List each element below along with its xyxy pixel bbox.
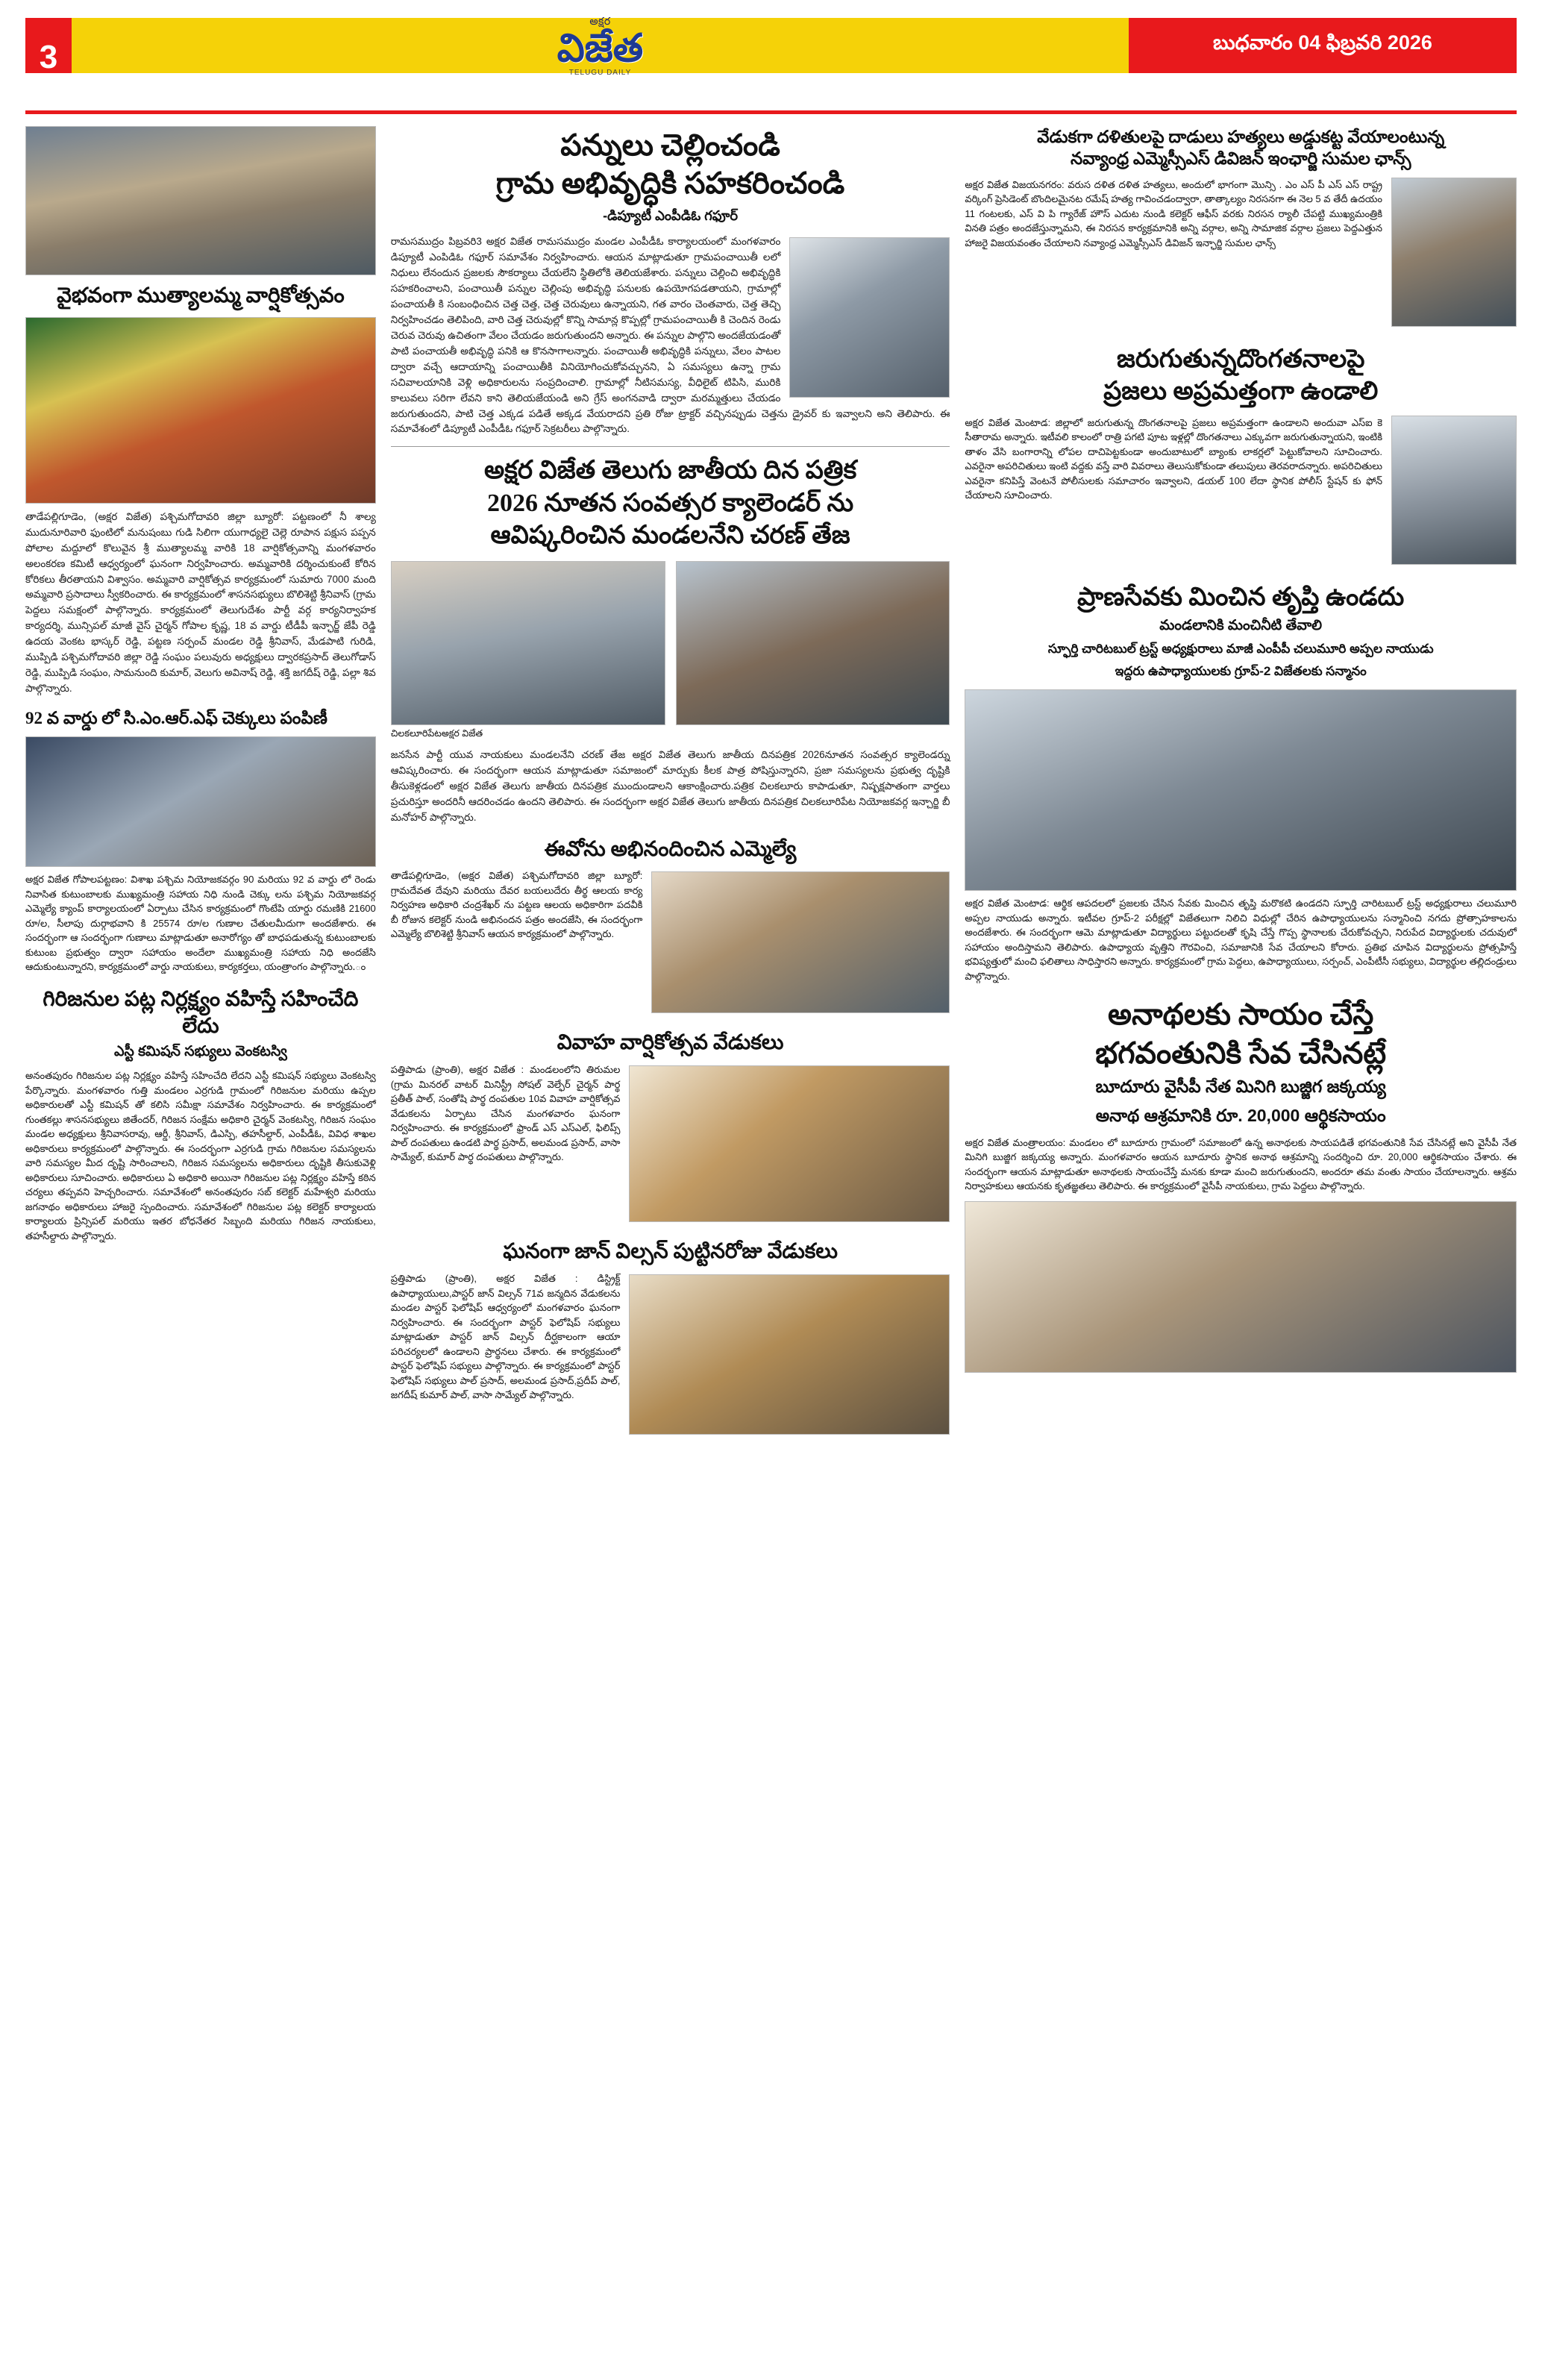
birthday-photo-wrap [629, 1274, 950, 1435]
article-anniversary: పత్తిపాడు (ప్రాంతి), అక్షర విజేత : మండలంలోని తిరుమల (గ్రామ మినరల్ వాటర్ మినిస్ట్రీ సోషల్ వెల్ఫేర్ చైర్మన్ పార్థ ప్రతీత్ పాల్, సంతోషి పార్థ దంపతుల 10వ వివాహ వార్షికోత్సవ వేడుకలను ఏర్పాటు చేసిన మంగళవారం ఘనంగా నిర్వహించారు. ఈ కార్యక్రమంలో ఫ్రాండ్ ఎస్ ఎస్ఎల్, ఫిలిప్స్ పాల్ దంపతులు ఉండటి పార్థ ప్రసాద్, అలమండ ప్రసాద్, వాసా సామ్యేల్, కుమార్ పార్థ దంపతులు పాల్గొన్నారు. [390, 1064, 621, 1163]
article-orphans: అక్షర విజేత మంత్రాలయం: మండలం లో బూదూరు గ్రామంలో సమాజంలో ఉన్న అనాథలకు సాయపడితే భగవంతునికి సేవ చేసినట్లే అని వైసీపీ నేత మినిగి బుజ్జిగ జక్కయ్య అన్నారు. మంగళవారం ఆయన బూదూరు స్థానిక అనాథ ఆశ్రమాన్ని సందర్శించి రూ. 20,000 ఆర్థికసాయం చేశారు. ఈ సందర్భంగా ఆయన మాట్లాడుతూ అనాథలకు సాయంచేస్తే మనకు కూడా మంచి జరుగుతుందని, అందరూ తమ వంతు సాయం చేయాలన్నారు. ఆశ్రమ నిర్వాహకులు ఆయనకు కృతజ్ఞతలు తెలిపారు. ఈ కార్యక్రమంలో వైసీపీ నాయకులు, గ్రామ పెద్దలు పాల్గొన్నారు. [965, 1136, 1517, 1192]
logo-main-text: విజేత [557, 28, 644, 70]
column-right [965, 126, 1517, 1441]
calendar-release-photo-1 [391, 561, 665, 725]
article-service: అక్షర విజేత మెంటాడ: ఆర్థిక ఆపదలలో ప్రజలకు చేసిన సేవకు మించిన తృప్తి మరొకటి ఉండదని స్ఫూర్తి చారిటబుల్ ట్రస్ట్ అధ్యక్షురాలు చలుమూరి అప్పల నాయుడు అన్నారు. ఇటీవల గ్రూప్-2 పరీక్షల్లో విజేతలుగా నిలిచి విధుల్లో చేరిన ఉపాధ్యాయులను సన్మానించి నగదు ప్రోత్సాహకాలను అందజేశారు. ఈ సందర్భంగా ఆమె మాట్లాడుతూ విద్యార్థులు పట్టుదలతో కృషి చేస్తే గొప్ప స్థానాలకు చేరుకోవచ్చని, నిరుపేద విద్యార్థులకు చదువులో సహాయం అందిస్తామని తెలిపారు. ఉపాధ్యాయ వృత్తిని గౌరవించి, సమాజానికి సేవ చేయాలని కోరారు. ప్రతిభ చూపిన విద్యార్థులను ప్రోత్సహిస్తే భవిష్యత్తులో మంచి ఫలితాలు సాధిస్తారని అన్నారు. కార్యక్రమంలో గ్రామ పెద్దలు, ఉపాధ్యాయులు, సర్పంచ్, ఎంపీటీసీ సభ్యులు, విద్యార్థుల తల్లిదండ్రులు పాల్గొన్నారు. [965, 898, 1517, 982]
subhead-tribal: ఎస్టీ కమిషన్ సభ్యులు వెంకటస్వి [113, 1044, 287, 1060]
headline-dalit-line1: వేడుకగా దళితులపై దాడులు హత్యలు అడ్డుకట్ట వేయాలంటున్న [1037, 128, 1445, 146]
headline-calendar-line2: 2026 నూతన సంవత్సర క్యాలెండర్ ను [486, 489, 854, 517]
subhead-service-3: ఇద్దరు ఉపాధ్యాయులకు గ్రూప్-2 విజేతలకు సన్మానం [1115, 664, 1367, 679]
leader-portrait-1-wrap [1391, 178, 1517, 327]
article-cmrf: అక్షర విజేత గోపాలపట్టణం: విశాఖ పశ్చిమ నియోజకవర్గం 90 మరియు 92 వ వార్డు లో రెండు నివాసిత కుటుంబాలకు ముఖ్యమంత్రి సహాయ నిధి నుండి చెక్కు లను పశ్చిమ నియోజకవర్గ ఎమ్మెల్యే క్యాంప్ కార్యాలయంలో ఏర్పాటు చేసిన కార్యక్రమంలో గొంటేపి యార్డు రమణికి 21600 రూ/ల, సీలాపు దుర్గాభవాని కి 25574 రూ/ల గుణాల చేతులమీదుగా అందజేశారు. ఈ సందర్భంగా ఆ సందర్భంగా గుణాలు మాట్లాడుతూ అనారోగ్యం తో బాధపడుతున్న కుటుంబాలకు కుటుంబ ప్రభుత్వం ద్వారా సహాయం అందేలా ముఖ్యమంత్రి సహాయ నిధి అందజేసి ఆదుకుంటున్నారని, కార్యక్రమంలో వార్డు నాయకులు, కార్యకర్తలు, యంత్రాంగం పాల్గొన్నారు.ం [25, 874, 376, 973]
headline-cmrf: 92 వ వార్డు లో సి.ఎం.ఆర్.ఎఫ్ చెక్కులు పంపిణీ [25, 708, 327, 727]
masthead-rule [25, 110, 1517, 114]
group-felicitation-photo [965, 689, 1517, 891]
article-dalit: అక్షర విజేత విజయనగరం: వరుస దళిత దళిత హత్యలు, అందులో భాగంగా మొన్సి . ఎం ఎస్ పీ ఎస్ ఎస్ రాష్ట్ర వర్కింగ్ ప్రెసిడెంట్ బొందిలమైనట రమేష్ హత్య గావించడంద్వారా, తాత్కాల్యం నిరసనగా ఈ నెల 5 వ తేదీ ఉదయం 11 గంటలకు, ఎస్ వి పి గ్యారేజ్ హౌస్ ఎదుట నుండి కలెక్టర్ ఆఫీస్ వరకు నిరసన ర్యాలీ చేపట్టి ముఖ్యమంత్రికి వినతి పత్రం అందజేస్తున్నామని, ఈ నిరసన కార్యక్రమానికి అన్ని వర్గాల, అన్ని సామాజిక వర్గాల ప్రజలు పెద్దఎత్తున హాజరై విజయవంతం చేయాలని నవ్యాంధ్ర ఎమ్మెస్సీఎస్ డివిజన్ ఇన్ఛార్జి సుమల ఛాన్స్ [965, 178, 1383, 248]
caption-calendar: చిలకలూరిపేటఅక్షర విజేత [390, 727, 483, 739]
headline-service: ప్రాణసేవకు మించిన తృప్తి ఉండదు [1077, 583, 1405, 611]
anniversary-photo-wrap [629, 1065, 950, 1222]
logo-sub-text: TELUGU DAILY [568, 69, 632, 77]
subhead-orphans-1: బూదూరు వైసీపీ నేత మినిగి బుజ్జిగ జక్కయ్య [1095, 1076, 1386, 1096]
subhead-orphans-2: అనాథ ఆశ్రమానికి రూ. 20,000 ఆర్థికసాయం [1095, 1105, 1386, 1125]
wedding-anniversary-photo [629, 1065, 950, 1222]
police-portrait-wrap [1391, 416, 1517, 565]
column-center [391, 126, 950, 1441]
article-birthday: ప్రత్తిపాడు (ప్రాంతి), అక్షర విజేత : డిస్ట్రిక్ట్ ఉపాధ్యాయులు,పాస్టర్ జాన్ విల్సన్ 71వ జన్మదిన వేడుకలను మండల పాస్టర్ ఫెలోషిప్ ఆధ్వర్యంలో మంగళవారం ఘనంగా నిర్వహించారు. ఈ సందర్భంగా పాస్టర్ ఫెలోషిప్ సభ్యులు మాట్లాడుతూ పాస్టర్ జాన్ విల్సన్ దీర్ఘకాలంగా ఆయా పరిచర్యలలో ఉండాలని ప్రార్థనలు చేశారు. ఈ కార్యక్రమంలో పాస్టర్ ఫెలోషిప్ సభ్యులు పాల్గొన్నారు. ఈ కార్యక్రమంలో పాస్టర్ ఫెలోషిప్ సభ్యులు పాల్ ప్రసాద్, అలమండ ప్రసాద్,ప్రదీప్ పాల్, జగదీష్ కుమార్ పాల్, వాసా సామ్యేల్ పాల్గొన్నారు. [390, 1273, 621, 1400]
headline-thefts-line1: జరుగుతున్నదొంగతనాలపై [1116, 345, 1365, 373]
calendar-release-photo-2 [676, 561, 950, 725]
issue-date: బుధవారం 04 ఫిబ్రవరి 2026 [1129, 18, 1517, 73]
deity-decoration-photo [25, 317, 376, 504]
birthday-celebration-photo [629, 1274, 950, 1435]
headline-pay-taxes-line2: గ్రామ అభివృద్ధికి సహకరించండి [495, 166, 845, 201]
article-tribal: అనంతపురం గిరిజనుల పట్ల నిర్లక్ష్యం వహిస్తే సహించేది లేదని ఎస్టీ కమిషన్ సభ్యులు వెంకటస్వి పేర్కొన్నారు. మంగళవారం గుత్తి మండలం ఎర్రగుడి గ్రామంలో గిరిజనుల మరియు ఉప్పల అధికారులతో ఎస్టీ కమిషన్ తో కలిసి సమీక్షా సమావేశం నిర్వహించారు. ఈ కార్యక్రమంలో గుంతకల్లు శాసనసభ్యులు జితేందర్, గిరిజన సంక్షేమ అధికారి చైర్మన్ వెంకటస్వి, గిరిజన సంఘం మండల అధ్యక్షులు శ్రీనివాసరావు, ఆర్డీ, శ్రీనివాస్, డిఎస్పి, తహసీల్దార్, ఎంపీడీఓ, వివిధ శాఖల అధికారులు కార్యక్రమంలో పాల్గొన్నారు. ఈ సందర్భంగా ఎర్రగుడి గ్రామ గిరిజనుల సమస్యలను వారి సమస్యల మీద దృష్టి సారించాలని, గిరిజన సమస్యలను అధికారులు దృష్టికి తీసుకువెళ్లి అధికారులు సూచించారు. అధికారులు ఏ అధికారి అయినా గిరిజనుల పట్ల నిర్లక్ష్యం వహిస్తే కఠిన చర్యలు తప్పవని హెచ్చరించారు. సమావేశంలో అనంతపురం సబ్ కలెక్టర్ మహేశ్వరి మరియు జగనాథం అధికారులు హాజరై స్పందించారు. సమావేశంలో గిరిజనుల పట్ల కలెక్టర్ కార్యాలయ కార్యాలయ ప్రిన్సిపల్ మరియు ఇతర బోధనేతర సిబ్బంది మరియు గిరిజన నాయకులు, తహసీల్దారు పాల్గొన్నారు. [25, 1070, 376, 1241]
headline-anniversary: వివాహ వార్షికోత్సవ వేడుకలు [557, 1031, 784, 1055]
byline-mpdo: -డిప్యూటీ ఎంపీడిఓ గఫూర్ [603, 208, 739, 224]
orphanage-donation-photo [965, 1201, 1517, 1373]
article-pay-taxes: రామసముద్రం పిబ్రవరి3 అక్షర విజేత రామసముద్రం మండల ఎంపీడీఓ కార్యాలయంలో మంగళవారం డిప్యూటీ ఎంపిడిఓ గఫూర్ సమావేశం నిర్వహించారు. ఆయన మాట్లాడుతూ గ్రామపంచాయితీ లలో నిధులు లేనందున ప్రజలకు సౌకర్యాలు చేయలేని స్థితిలోకి తెలియజేశారు. పన్నులు చెల్లించి అభివృద్ధికి సహకరించాలని, పంచాయితీ పన్నుల చెల్లింపు అభివృద్ధి పనులకు ఉపయోగపడతాయని, గ్రామాల్లో పంచాయతీ కి సంబంధించిన చెత్త చెత్త, చెత్త చెరువులు ఉన్నాయని, గత వారం చెంతవారు, చెత్త తెచ్చి నిర్వహించడం తెలిపింది, వారి చెత్త చెరువుల్లో కొన్ని సామాన్ల కొప్పల్లో గ్రామపంచాయితీ కి చెందిన రెండు చెరువ చెరువు ఉచితంగా వేలం చేయడం జరుగుతుందని అన్నారు. ఈ పన్నుల పాల్గొని అందజేయడంతో పాటి పంచాయతీ అభివృద్ధి పనికి ఆ కొనసాగాలన్నారు. పంచాయితీ అభివృద్ధికి పన్నులు, వేలం పాటల ద్వారా వచ్చే ఆదాయాన్ని పంచాయితీకి వినియోగించుకోవచ్చునని, ఏ సమస్యలు ఉన్నా గ్రామ సచివాలయానికి వెళ్లి అధికారులను సంప్రదించాలి. గ్రామాల్లో నీటిసమస్య, వీధిలైట్ టిపిసి, మురికి కాలువలు సరిగా లేవని కాని తెలియజేయండి అని గ్రేస్ అంగనవాడి ద్వారా మరమ్మత్తులు చేయడం జరుగుతుందని, పాటి చెత్త ఎక్కడ పడితే అక్కడ వేయరాదని ప్రతి రోజు ట్రాక్టర్ వచ్చినప్పుడు చెత్తను డ్రైవర్ కు ఇవ్వాలని అని తెలిపారు. ఈ సమావేశంలో డిప్యూటీ ఎంపీడీఓ గఫూర్ సెక్రటరీలు పాల్గొన్నారు. [390, 236, 950, 435]
newspaper-logo [557, 15, 643, 77]
headline-calendar-line3: ఆవిష్కరించిన మండలనేని చరణ్ తేజ [490, 522, 850, 550]
headline-orphans-line1: అనాథలకు సాయం చేస్తే [1108, 998, 1374, 1032]
headline-birthday: ఘనంగా జాన్ విల్సన్ పుట్టినరోజు వేడుకలు [503, 1240, 838, 1264]
article-calendar: జనసేన పార్టీ యువ నాయకులు మండలనేని చరణ్ తేజ అక్షర విజేత తెలుగు జాతీయ దినపత్రిక 2026నూతన సంవత్సర క్యాలెండర్ను ఆవిష్కరించారు. ఈ సందర్భంగా ఆయన మాట్లాడుతూ సమాజంలో మార్పుకు కీలక పాత్ర పోషిస్తున్నారని, ప్రజా సమస్యలను ప్రభుత్వ దృష్టికి తీసుకెళ్లడంలో అక్షర విజేత తెలుగు జాతీయ దినపత్రిక ముందుండాలని ఆకాంక్షించారు.పత్రిక చిలకలూరు కాపాడుతూ, నిష్పక్షపాతంగా వార్తలు ప్రచురిస్తూ అందరినీ ఆదరించడం ఉందని తెలిపారు. ఈ సందర్భంగా అక్షర విజేత తెలుగు జాతీయ దినపత్రిక చిలకలూరిపేట నియోజకవర్గ ఇన్చార్జి బీ మనోహర్ పాల్గొన్నారు. [390, 748, 950, 823]
headline-thefts-line2: ప్రజలు అప్రమత్తంగా ఉండాలి [1103, 378, 1379, 406]
article-thefts: అక్షర విజేత మెంటాడ: జిల్లాలో జరుగుతున్న దొంగతనాలపై ప్రజలు అప్రమత్తంగా ఉండాలని అందువా ఎస్ఐ కె సీతారామ అన్నారు. ఇటీవలి కాలంలో రాత్రి పగటి పూట ఇళ్లల్లో దొంగతనాలు ఎక్కువగా జరుగుతున్నాయని, ఇంటికి తాళం వేసి బంగారాన్ని లోపల దాచిపెట్టకుండా అందుబాటులో బ్యాంకు లాకర్లలో పెట్టుకోవాలని సూచించారు. ఎవరైనా అపరిచితులు ఇంటి వద్దకు వస్తే వారి వివరాలు తెలుసుకోకుండా తలుపులు తెరవరాదన్నారు. అపరిచితులు ఎవరైనా కనిపిస్తే వెంటనే పోలీసులకు సమాచారం ఇవ్వాలని, డయల్ 100 లేదా స్థానిక పోలీస్ స్టేషన్ కు ఫోన్ చేయాలని సూచించారు. [965, 416, 1383, 501]
headline-dalit-line2: నవ్యాంధ్ర ఎమ్మెస్సీఎస్ డివిజన్ ఇంఛార్జి సుమల ఛాన్స్ [1070, 149, 1411, 169]
mpdo-portrait-wrap [789, 237, 950, 398]
page-number: 3 [25, 18, 72, 73]
headline-orphans-line2: భగవంతునికి సేవ చేసినట్లే [1095, 1036, 1387, 1070]
headline-eo: ఈవోను అభినందించిన ఎమ్మెల్యే [544, 837, 797, 861]
article-eo: తాడేపల్లిగూడెం, (అక్షర విజేత) పశ్చిమగోదావరి జిల్లా బ్యూరో: గ్రామదేవత దేవుని మరియు దేవర బయలుదేరు తీర్థ ఆలయ కార్య నిర్వహణ అధికారి చంద్రశేఖర్ ను పట్టణ ఆలయ అధికారిగా పదవీకి బీ రోజున కలెక్టర్ నుండి అభినందన పత్రం అందజేసి, ఈ సందర్భంగా ఎమ్మెల్యే బొలిశెట్టి శ్రీనివాస్ ఆయన కార్యక్రమంలో పాల్గొన్నారు. [390, 870, 643, 940]
column-left [25, 126, 376, 1441]
calendar-photo-row [391, 561, 950, 725]
procession-photo [25, 126, 376, 275]
page-content [25, 126, 1517, 1441]
eo-photo-wrap [651, 871, 950, 1013]
masthead-banner [72, 15, 1129, 77]
eo-felicitation-photo [651, 871, 950, 1013]
divider-1 [391, 446, 950, 447]
headline-calendar-line1: అక్షర విజేత తెలుగు జాతీయ దిన పత్రిక [483, 457, 857, 485]
mpdo-portrait [789, 237, 950, 398]
subhead-service-1: మండలానికి మంచినీటి తేవాలి [1159, 618, 1323, 634]
subhead-service-2: స్ఫూర్తి చారిటబుల్ ట్రస్ట్ అధ్యక్షురాలు మాజీ ఎంపీపీ చలుమూరి అప్పల నాయుడు [1047, 642, 1434, 657]
headline-tribal: గిరిజనుల పట్ల నిర్లక్ష్యం వహిస్తే సహించేది లేదు [43, 987, 359, 1038]
headline-pay-taxes-line1: పన్నులు చెల్లించండి [560, 128, 780, 162]
logo-top-text: అక్షర [589, 15, 611, 27]
article-muthyalamma: తాడేపల్లిగూడెం, (అక్షర విజేత) పశ్చిమగోదావరి జిల్లా బ్యూరో: పట్టణంలో నీ శాల్య ముదునూరివారి ఫుంటిలో మనుషంబు గుడి సిలిగా యుగాధ్యలై చెల్లె రూపాన పక్షుస పప్పన పోలాల మద్దూలో కొలువైన శ్రీ ముత్యాలమ్మ వారికి 18 వార్షికోత్సవాన్ని మంగళవారం అలంకరణ కమిటీ ఆధ్వర్యంలో ఘనంగా నిర్వహించారు. అమ్మవారికి దర్శించుకుంటే కోరిన కోరికలు తీరతాయని విశ్వాసం. అమ్మవారి వార్షికోత్సవ కార్యక్రమంలో సుమారు 7000 మంది అమ్మవారి ప్రసాదాలు స్వీకరించారు. ఈ కార్యక్రమంలో శాసనసభ్యులు బొలిశెట్టి శ్రీనివాస్ (గ్రామ పెద్దలు సమక్షంలో పాల్గొన్నారు. కార్యక్రమంలో తెలుగుదేశం పార్టీ వర్గ కార్యనిర్వాహక కార్యదర్శి, మున్సిపల్ మాజీ వైస్ చైర్మన్ గోపాల కృష్ణ, 18 వ వార్డు టీడీపీ ఇన్ఛార్జ్ జేపీ రెడ్డి ఉదయ వెంకట భాస్కర్ రెడ్డి, పట్టణ సర్పంచ్ మండల రెడ్డి శ్రీనివాస్, మేడపాటి గురిడి, ముప్పిడి పశ్చిమగోదావరి జిల్లా రెడ్డి సంఘం పలువురు అధ్యక్షులు ద్వారకప్రసాద్ తెలుగోడాస్ రెడ్డి, ముప్పిడి సంఘం, సామనుంది కుమార్, వెలుగు అవినాష్ రెడ్డి, శక్తి జగదీష్ రెడ్డి, పల్లా శివ పాల్గొన్నారు. [25, 510, 376, 694]
police-officer-portrait [1391, 416, 1517, 565]
cheque-distribution-photo [25, 736, 376, 867]
leader-portrait-1 [1391, 178, 1517, 327]
masthead [25, 15, 1517, 106]
headline-muthyalamma: వైభవంగా ముత్యాలమ్మ వార్షికోత్సవం [57, 284, 345, 307]
